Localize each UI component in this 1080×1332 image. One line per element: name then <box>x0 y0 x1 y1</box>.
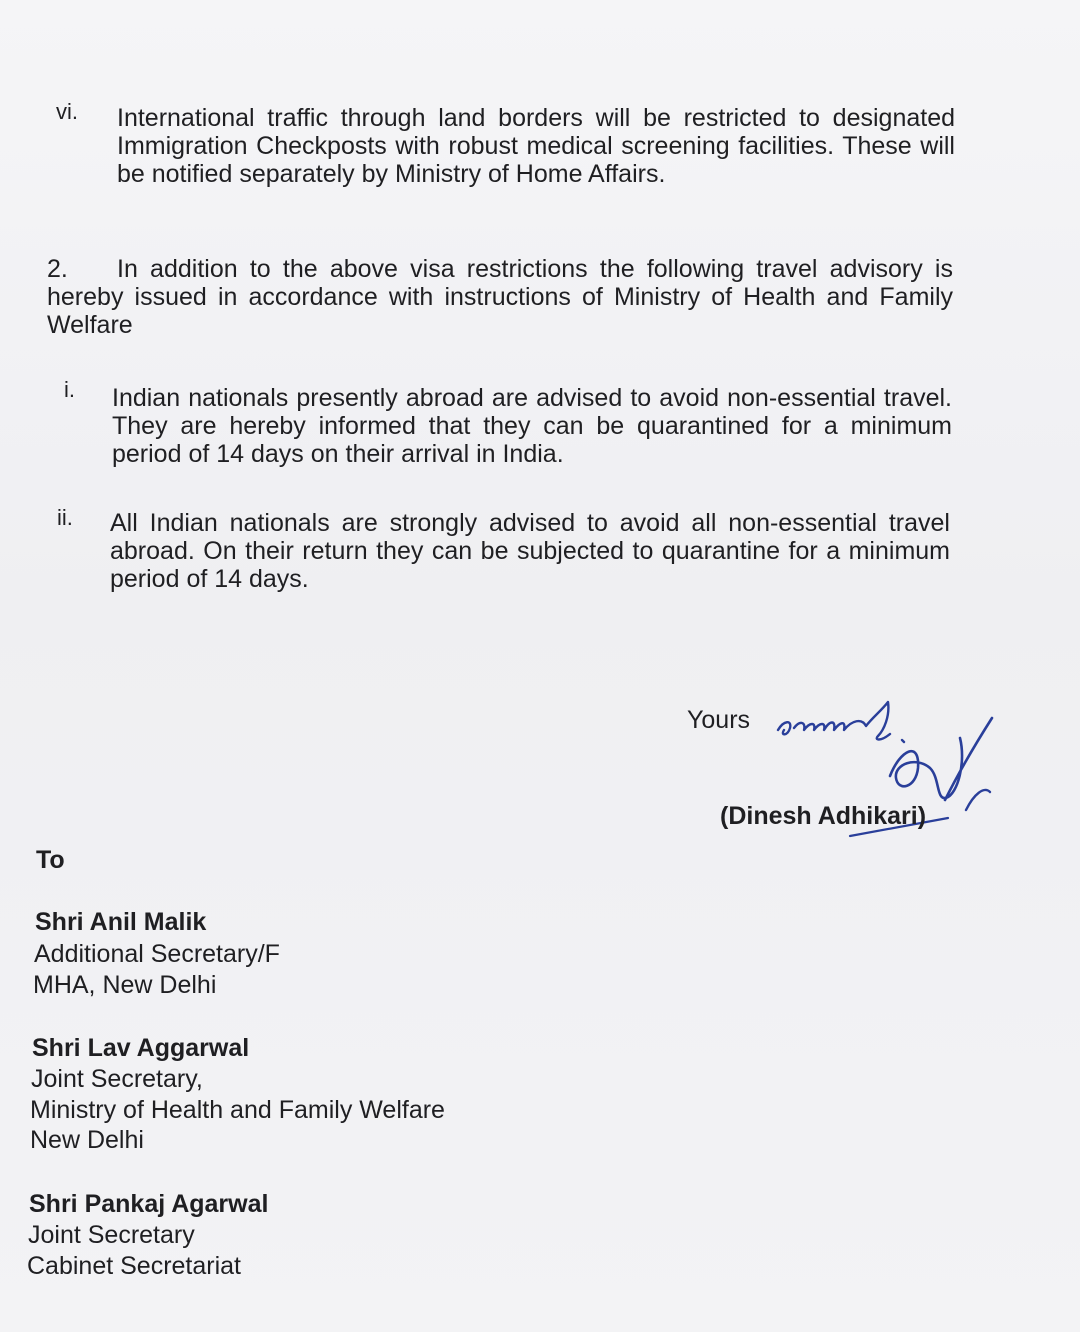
to-label: To <box>36 846 65 874</box>
para-2-text: In addition to the above visa restrictions the following travel advisory is hereby issued in accordance with instructions of Ministry of Health and Family Welfare <box>47 255 953 339</box>
closing-yours: Yours <box>687 706 751 734</box>
recipient-name: Shri Lav Aggarwal <box>32 1034 250 1062</box>
recipient-name: Shri Anil Malik <box>35 908 207 936</box>
recipient-line: Joint Secretary <box>28 1221 195 1249</box>
recipient-name: Shri Pankaj Agarwal <box>29 1190 269 1218</box>
point-vi-marker: vi. <box>56 99 78 124</box>
signatory-name: (Dinesh Adhikari) <box>720 802 927 830</box>
advisory-item-text: All Indian nationals are strongly advised to avoid all non-essential travel abroad. On their return they can be subjected to quarantine for a minimum period of 14 days. <box>110 509 950 593</box>
advisory-item-text: Indian nationals presently abroad are advised to avoid non-essential travel. They are hereby informed that they can be quarantined for a minimum period of 14 days on their arrival in India. <box>112 384 952 468</box>
recipient-line: Cabinet Secretariat <box>27 1252 242 1280</box>
recipient-line: Ministry of Health and Family Welfare <box>30 1096 445 1124</box>
para-2-number: 2. <box>47 255 68 283</box>
recipient-line: New Delhi <box>30 1126 144 1154</box>
recipient-line: Additional Secretary/F <box>34 940 280 968</box>
point-vi-text: International traffic through land borders will be restricted to designated Immigration Checkposts with robust medical screening facilities. These will be notified separately by Ministry of Home Affairs. <box>117 104 955 188</box>
recipient-line: MHA, New Delhi <box>33 971 217 999</box>
advisory-item-marker: ii. <box>57 505 73 530</box>
advisory-item-marker: i. <box>64 377 75 402</box>
recipient-line: Joint Secretary, <box>31 1065 203 1093</box>
